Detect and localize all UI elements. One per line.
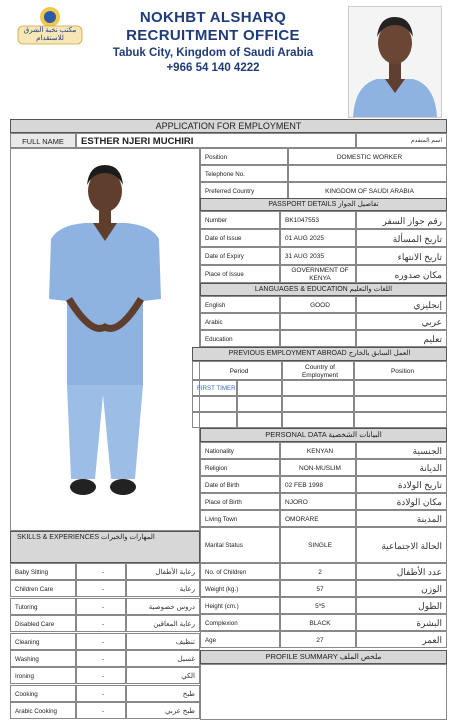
languages-title-ar: اللغات والتعليم	[349, 286, 393, 293]
skill-row-value: -	[76, 650, 126, 667]
company-logo	[14, 6, 86, 46]
personal-row-value: OMORARE	[280, 510, 356, 527]
personal-row-arabic: الطول	[356, 597, 447, 614]
skill-row-arabic: غسيل	[126, 650, 200, 667]
language-row-label: English	[200, 296, 280, 313]
skill-row-value: -	[76, 615, 126, 632]
telephone-value	[288, 165, 447, 182]
personal-row-value: 5*5	[280, 597, 356, 614]
skill-row-arabic: دروس خصوصية	[126, 598, 200, 615]
passport-row-label: Date of Issue	[200, 229, 280, 247]
personal-row-arabic: العمر	[356, 631, 447, 648]
passport-title-en: PASSPORT DETAILS	[268, 201, 337, 208]
personal-row-value: BLACK	[280, 614, 356, 631]
personal-row-arabic: الجنسية	[356, 442, 447, 459]
profile-summary-title-en: PROFILE SUMMARY	[265, 652, 338, 661]
language-row-arabic: عربي	[356, 313, 447, 330]
personal-row-value: NJORO	[280, 493, 356, 510]
language-row-value	[280, 313, 356, 330]
passport-row-value: 01 AUG 2025	[280, 229, 356, 247]
skill-row-value: -	[76, 580, 126, 597]
profile-summary-title	[200, 650, 447, 664]
prev-row-position	[354, 412, 447, 428]
passport-row-arabic: رقم جواز السفر	[356, 211, 447, 229]
skill-row-label: Cooking	[10, 685, 76, 702]
skill-row-label: Tutoring	[10, 598, 76, 615]
personal-row-arabic: البشرة	[356, 614, 447, 631]
logo-arabic-text: مكتب نخبة الشرق للاستقدام	[23, 27, 77, 42]
position-label: Position	[200, 148, 288, 165]
personal-row-label: Age	[200, 631, 280, 648]
personal-title-en: PERSONAL DATA	[265, 430, 327, 439]
skill-row-value: -	[76, 633, 126, 650]
language-row-value: GOOD	[280, 296, 356, 313]
personal-row-label: Place of Birth	[200, 493, 280, 510]
skill-row-label: Ironing	[10, 667, 76, 684]
skill-row-arabic: رعاية	[126, 580, 200, 597]
passport-row-arabic: مكان صدوره	[356, 265, 447, 283]
language-row-value	[280, 330, 356, 347]
skill-row-label: Arabic Cooking	[10, 702, 76, 719]
skill-row-label: Disabled Care	[10, 615, 76, 632]
personal-row-label: No. of Children	[200, 563, 280, 580]
passport-row-arabic: تاريخ الانتهاء	[356, 247, 447, 265]
prev-row-country	[282, 396, 354, 412]
telephone-label: Telephone No.	[200, 165, 288, 182]
personal-row-label: Nationality	[200, 442, 280, 459]
office-name-line2: RECRUITMENT OFFICE	[126, 27, 300, 44]
personal-row-arabic: الحالة الاجتماعية	[356, 527, 447, 563]
skill-row-label: Washing	[10, 650, 76, 667]
passport-row-label: Number	[200, 211, 280, 229]
passport-title-ar: تفاصيل الجواز	[338, 201, 379, 208]
passport-row-label: Place of Issue	[200, 265, 280, 283]
passport-row-value: 31 AUG 2035	[280, 247, 356, 265]
skills-title-ar: المهارات والخبرات	[101, 534, 155, 541]
personal-row-label: Religion	[200, 459, 280, 476]
col-position: Position	[354, 361, 447, 380]
languages-section-title	[200, 283, 447, 296]
skill-row-arabic: رعاية المعاقين	[126, 615, 200, 632]
languages-title-en: LANGUAGES & EDUCATION	[254, 286, 348, 293]
personal-row-value: 02 FEB 1998	[280, 476, 356, 493]
language-row-arabic: تعليم	[356, 330, 447, 347]
prev-row-country	[282, 380, 354, 396]
passport-row-value: BK1047553	[280, 211, 356, 229]
form-title: APPLICATION FOR EMPLOYMENT	[10, 119, 447, 133]
personal-row-label: Weight (kg.)	[200, 580, 280, 597]
skill-row-value: -	[76, 598, 126, 615]
personal-row-arabic: مكان الولادة	[356, 493, 447, 510]
prev-row-country	[282, 412, 354, 428]
language-row-label: Education	[200, 330, 280, 347]
skill-row-arabic: طبخ	[126, 685, 200, 702]
passport-row-value: GOVERNMENT OF KENYA	[280, 265, 356, 283]
full-name-label: FULL NAME	[10, 133, 76, 148]
skill-row-arabic: طبخ عربي	[126, 702, 200, 719]
full-name-arabic: اسم المتقدم	[356, 133, 447, 148]
personal-row-label: Height (cm.)	[200, 597, 280, 614]
personal-row-value: SINGLE	[280, 527, 356, 563]
passport-row-label: Date of Expiry	[200, 247, 280, 265]
personal-row-arabic: الديانة	[356, 459, 447, 476]
prev-row-period-a: FIRST TIMER	[192, 380, 237, 396]
skill-row-arabic: تنظيف	[126, 633, 200, 650]
skill-row-label: Children Care	[10, 580, 76, 597]
col-country: Country of Employment	[282, 361, 354, 380]
language-row-arabic: إنجليزي	[356, 296, 447, 313]
preferred-country-value: KINGDOM OF SAUDI ARABIA	[288, 182, 447, 199]
skill-row-value: -	[76, 702, 126, 719]
personal-row-value: 2	[280, 563, 356, 580]
personal-row-value: 27	[280, 631, 356, 648]
personal-data-title	[200, 428, 447, 442]
passport-row-arabic: تاريخ المسألة	[356, 229, 447, 247]
personal-row-value: KENYAN	[280, 442, 356, 459]
personal-row-value: 57	[280, 580, 356, 597]
office-name-line1: NOKHBT ALSHARQ	[139, 9, 287, 26]
prev-row-position	[354, 396, 447, 412]
prev-row-period-b	[237, 380, 282, 396]
skill-row-arabic: الكي	[126, 667, 200, 684]
prev-row-period-b	[237, 396, 282, 412]
skills-title-en: SKILLS & EXPERIENCES	[17, 534, 100, 541]
profile-summary-box	[200, 664, 447, 720]
personal-title-ar: البيانات الشخصية	[328, 430, 382, 439]
previous-title-en: PREVIOUS EMPLOYMENT ABROAD	[228, 350, 347, 357]
personal-row-label: Complexion	[200, 614, 280, 631]
personal-row-arabic: الوزن	[356, 580, 447, 597]
personal-row-arabic: المدينة	[356, 510, 447, 527]
personal-row-value: NON-MUSLIM	[280, 459, 356, 476]
col-period: Period	[192, 361, 282, 380]
skill-row-value: -	[76, 667, 126, 684]
skill-row-value: -	[76, 563, 126, 580]
prev-row-period-a	[192, 396, 237, 412]
previous-title-ar: العمل السابق بالخارج	[348, 350, 411, 357]
skills-section-title	[10, 531, 200, 563]
full-name-value: ESTHER NJERI MUCHIRI	[76, 133, 356, 148]
office-city: Tabuk City, Kingdom of Saudi Arabia	[112, 47, 314, 59]
personal-row-arabic: تاريخ الولادة	[356, 476, 447, 493]
portrait-photo-small	[348, 6, 442, 118]
prev-row-period-a	[192, 412, 237, 428]
personal-row-label: Living Town	[200, 510, 280, 527]
skill-row-label: Cleaning	[10, 633, 76, 650]
portrait-photo-full	[10, 148, 200, 531]
profile-summary-title-ar: ملخص الملف	[339, 652, 382, 661]
office-phone: +966 54 140 4222	[166, 62, 260, 74]
passport-section-title	[200, 198, 447, 211]
personal-row-label: Marital Status	[200, 527, 280, 563]
personal-row-arabic: عدد الأطفال	[356, 563, 447, 580]
skill-row-label: Baby Sitting	[10, 563, 76, 580]
preferred-country-label: Preferred Country	[200, 182, 288, 199]
position-value: DOMESTIC WORKER	[288, 148, 447, 165]
previous-employment-title	[192, 347, 447, 361]
language-row-label: Arabic	[200, 313, 280, 330]
skill-row-arabic: رعاية الأطفال	[126, 563, 200, 580]
prev-row-period-b	[237, 412, 282, 428]
personal-row-label: Date of Birth	[200, 476, 280, 493]
skill-row-value: -	[76, 685, 126, 702]
prev-row-position	[354, 380, 447, 396]
